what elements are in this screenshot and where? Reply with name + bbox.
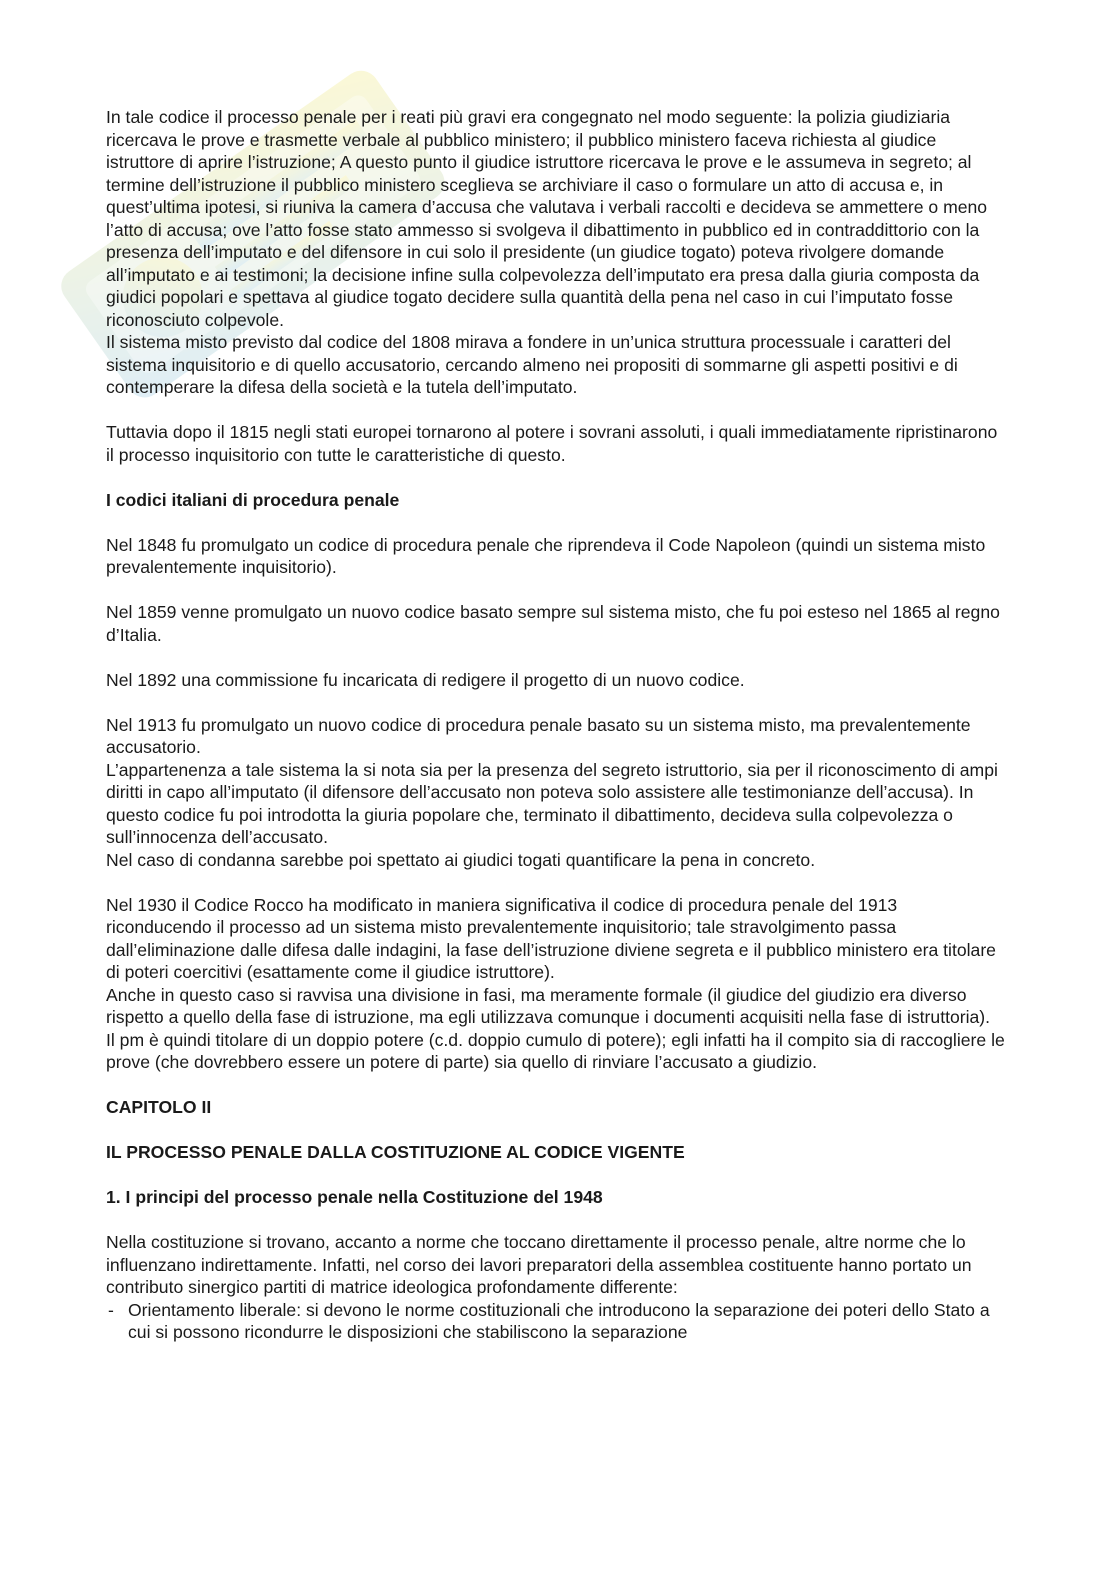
body-paragraph: Il pm è quindi titolare di un doppio potere (c.d. doppio cumulo di potere); egli infatti ha il compito sia di raccogliere le prove (che dovrebbero essere un potere di parte) sia quello di rinviare l’accusato a giudizio. [106, 1029, 1005, 1072]
section-heading: I codici italiani di procedura penale [106, 489, 400, 510]
paragraph-spacer [106, 466, 1006, 489]
section-heading: IL PROCESSO PENALE DALLA COSTITUZIONE AL CODICE VIGENTE [106, 1142, 685, 1162]
body-paragraph: Nel 1848 fu promulgato un codice di procedura penale che riprendeva il Code Napoleon (quindi un sistema misto prevalentemente inquisitorio). [106, 534, 986, 577]
body-paragraph: Nel 1913 fu promulgato un nuovo codice di procedura penale basato su un sistema misto, ma prevalentemente accusatorio. [106, 714, 971, 757]
section-heading: CAPITOLO II [106, 1097, 212, 1117]
paragraph-spacer [106, 691, 1006, 714]
body-paragraph: Nel caso di condanna sarebbe poi spettato ai giudici togati quantificare la pena in concreto. [106, 849, 816, 870]
section-heading: 1. I principi del processo penale nella Costituzione del 1948 [106, 1187, 603, 1207]
bullet-item: - Orientamento liberale: si devono le norme costituzionali che introducono la separazione dei poteri dello Stato a cui si possono ricondurre le disposizioni che stabiliscono la separazione [106, 1299, 1006, 1344]
body-paragraph: Nel 1892 una commissione fu incaricata di redigere il progetto di un nuovo codice. [106, 669, 745, 690]
body-paragraph: In tale codice il processo penale per i reati più gravi era congegnato nel modo seguente: la polizia giudiziaria ricercava le prove e trasmette verbale al pubblico ministero; il pubblico ministero faceva richiesta al giudice istruttore di aprire l’istruzione; A questo punto il giudice istruttore ricercava le prove e le assumeva in segreto; al termine dell’istruzione il pubblico ministero sceglieva se archiviare il caso o formulare un atto di accusa e, in quest’ultima ipotesi, si riuniva la camera d’accusa che valutava i verbali raccolti e decideva se ammettere o meno l’atto di accusa; ove l’atto fosse stato ammesso si svolgeva il dibattimento in pubblico ed in contraddittorio con la presenza dell’imputato e del difensore in cui solo il presidente (un giudice togato) poteva rivolgere domande all’imputato e ai testimoni; la decisione infine sulla colpevolezza dell’imputato era presa dalla giuria composta da giudici popolari e spettava al giudice togato decidere sulla quantità della pena nel caso in cui l’imputato fosse riconosciuto colpevole. [106, 107, 988, 330]
body-paragraph: L’appartenenza a tale sistema la si nota sia per la presenza del segreto istruttorio, sia per il riconoscimento di ampi diritti in capo all’imputato (il difensore dell’accusato non poteva solo assistere alle testimonianze dell’accusa). In questo codice fu poi introdotta la giuria popolare che, terminato il dibattimento, decideva sulla colpevolezza o sull’innocenza dell’accusato. [106, 759, 998, 847]
paragraph-spacer [106, 871, 1006, 894]
body-paragraph: Tuttavia dopo il 1815 negli stati europei tornarono al potere i sovrani assoluti, i quali immediatamente ripristinarono il processo inquisitorio con tutte le caratteristiche di questo. [106, 422, 998, 465]
body-paragraph: Anche in questo caso si ravvisa una divisione in fasi, ma meramente formale (il giudice del giudizio era diverso rispetto a quello della fase di istruzione, ma egli utilizzava comunque i documenti acquisiti nella fase di istruttoria). [106, 984, 991, 1027]
paragraph-spacer [106, 1074, 1006, 1097]
document-page [106, 106, 1006, 1344]
paragraph-spacer [106, 579, 1006, 602]
body-paragraph: Nel 1930 il Codice Rocco ha modificato in maniera significativa il codice di procedura penale del 1913 riconducendo il processo ad un sistema misto prevalentemente inquisitorio; tale stravolgimento passa dall’eliminazione dalle difesa dalle indagini, la fase dell’istruzione diviene segreta e il pubblico ministero era titolare di poteri coercitivi (esattamente come il giudice istruttore). [106, 894, 996, 982]
body-paragraph: Nel 1859 venne promulgato un nuovo codice basato sempre sul sistema misto, che fu poi esteso nel 1865 al regno d’Italia. [106, 602, 1000, 645]
paragraph-spacer [106, 1164, 1006, 1187]
paragraph-spacer [106, 1119, 1006, 1142]
body-paragraph: Il sistema misto previsto dal codice del 1808 mirava a fondere in un’unica struttura processuale i caratteri del sistema inquisitorio e di quello accusatorio, cercando almeno nei propositi di sommarne gli aspetti positivi e di contemperare la difesa della società e la tutela dell’imputato. [106, 332, 958, 397]
paragraph-spacer [106, 399, 1006, 422]
paragraph-spacer [106, 511, 1006, 534]
bullet-list [106, 1299, 1006, 1344]
paragraph-spacer [106, 1209, 1006, 1232]
body-paragraph: Nella costituzione si trovano, accanto a norme che toccano direttamente il processo penale, altre norme che lo influenzano indirettamente. Infatti, nel corso dei lavori preparatori della assemblea costituente hanno portato un contributo sinergico partiti di matrice ideologica profondamente differente: [106, 1232, 972, 1297]
paragraph-spacer [106, 646, 1006, 669]
